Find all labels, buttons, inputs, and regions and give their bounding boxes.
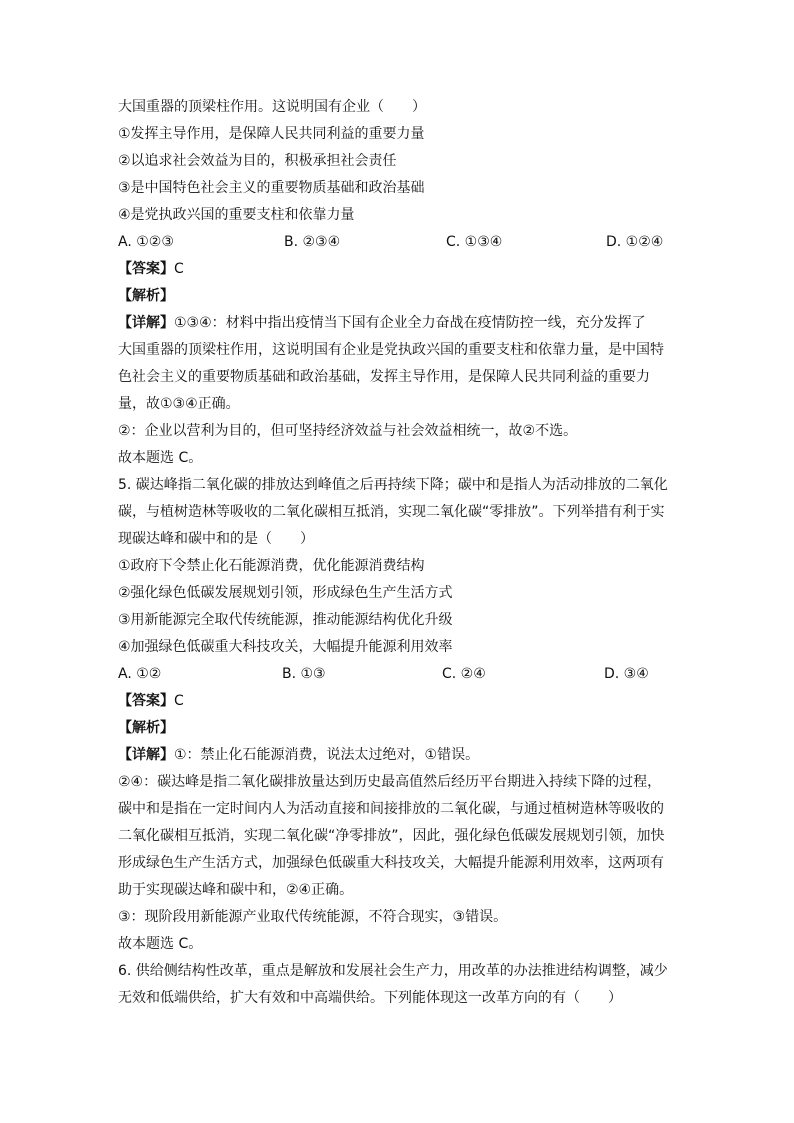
q5-item-1: ①政府下令禁止化石能源消费，优化能源消费结构 xyxy=(118,558,425,574)
q4-options xyxy=(118,229,678,256)
q5-conclusion: 故本题选 C。 xyxy=(118,936,203,952)
q5-option-d: D. ③④ xyxy=(604,666,649,682)
q6-stem-2: 无效和低端供给，扩大有效和中高端供给。下列能体现这一改革方向的有（ ） xyxy=(118,990,622,1006)
q4-detail-5: ②：企业以营利为目的，但可坚持经济效益与社会效益相统一，故②不选。 xyxy=(118,423,578,439)
q4-detail-2: 大国重器的顶梁柱作用，这说明国有企业是党执政兴国的重要支柱和依靠力量，是中国特 xyxy=(118,342,664,358)
q5-item-2: ②强化绿色低碳发展规划引领，形成绿色生产生活方式 xyxy=(118,585,453,601)
q5-option-c: C. ②④ xyxy=(442,666,486,682)
q4-option-b: B. ②③④ xyxy=(284,234,341,250)
q4-answer xyxy=(118,256,678,283)
answer-label: 【答案】 xyxy=(118,693,174,709)
q5-options xyxy=(118,661,678,688)
q5-detail-7: ③：现阶段用新能源产业取代传统能源，不符合现实，③错误。 xyxy=(118,909,508,925)
q4-item-4: ④是党执政兴国的重要支柱和依靠力量 xyxy=(118,207,355,223)
detail-label: 【详解】 xyxy=(118,747,174,763)
q4-item-3: ③是中国特色社会主义的重要物质基础和政治基础 xyxy=(118,180,425,196)
q5-stem-1: 5. 碳达峰指二氧化碳的排放达到峰值之后再持续下降；碳中和是指人为活动排放的二氧化 xyxy=(118,477,668,493)
q5-answer xyxy=(118,688,678,715)
q4-detail-3: 色社会主义的重要物质基础和政治基础，发挥主导作用，是保障人民共同利益的重要力 xyxy=(118,369,650,385)
q4-option-a: A. ①②③ xyxy=(118,234,174,250)
q5-detail-1 xyxy=(118,742,678,769)
q4-conclusion: 故本题选 C。 xyxy=(118,450,203,466)
q4-analysis-label: 【解析】 xyxy=(118,288,174,304)
q4-item-2: ②以追求社会效益为目的，积极承担社会责任 xyxy=(118,153,397,169)
q5-option-b: B. ①③ xyxy=(282,666,326,682)
q4-option-c: C. ①③④ xyxy=(446,234,503,250)
detail-text: ①③④：材料中指出疫情当下国有企业全力奋战在疫情防控一线，充分发挥了 xyxy=(174,315,646,331)
answer-label: 【答案】 xyxy=(118,261,174,277)
q5-detail-6: 助于实现碳达峰和碳中和，②④正确。 xyxy=(118,882,354,898)
q5-option-a: A. ①② xyxy=(118,666,162,682)
document-page xyxy=(118,94,678,1012)
q5-stem-3: 现碳达峰和碳中和的是（ ） xyxy=(118,531,314,547)
answer-value: C xyxy=(174,261,184,277)
q5-item-4: ④加强绿色低碳重大科技攻关，大幅提升能源利用效率 xyxy=(118,639,453,655)
q5-detail-3: 碳中和是指在一定时间内人为活动直接和间接排放的二氧化碳，与通过植树造林等吸收的 xyxy=(118,801,664,817)
q4-stem-tail: 大国重器的顶梁柱作用。这说明国有企业（ ） xyxy=(118,99,426,115)
q4-item-1: ①发挥主导作用，是保障人民共同利益的重要力量 xyxy=(118,126,425,142)
detail-text: ①：禁止化石能源消费，说法太过绝对，①错误。 xyxy=(174,747,480,763)
q6-stem-1: 6. 供给侧结构性改革，重点是解放和发展社会生产力，用改革的办法推进结构调整，减少 xyxy=(118,963,668,979)
q5-analysis-label: 【解析】 xyxy=(118,720,174,736)
q5-detail-4: 二氧化碳相互抵消，实现二氧化碳“净零排放”，因此，强化绿色低碳发展规划引领，加快 xyxy=(118,828,665,844)
q4-option-d: D. ①②④ xyxy=(606,234,664,250)
answer-value: C xyxy=(174,693,184,709)
q5-stem-2: 碳，与植树造林等吸收的二氧化碳相互抵消，实现二氧化碳“零排放”。下列举措有利于实 xyxy=(118,504,665,520)
q5-item-3: ③用新能源完全取代传统能源，推动能源结构优化升级 xyxy=(118,612,453,628)
q4-detail-4: 量，故①③④正确。 xyxy=(118,396,240,412)
detail-label: 【详解】 xyxy=(118,315,174,331)
q4-detail-1 xyxy=(118,310,678,337)
q5-detail-2: ②④：碳达峰是指二氧化碳排放量达到历史最高值然后经历平台期进入持续下降的过程， xyxy=(118,774,662,790)
q5-detail-5: 形成绿色生产生活方式，加强绿色低碳重大科技攻关，大幅提升能源利用效率，这两项有 xyxy=(118,855,664,871)
